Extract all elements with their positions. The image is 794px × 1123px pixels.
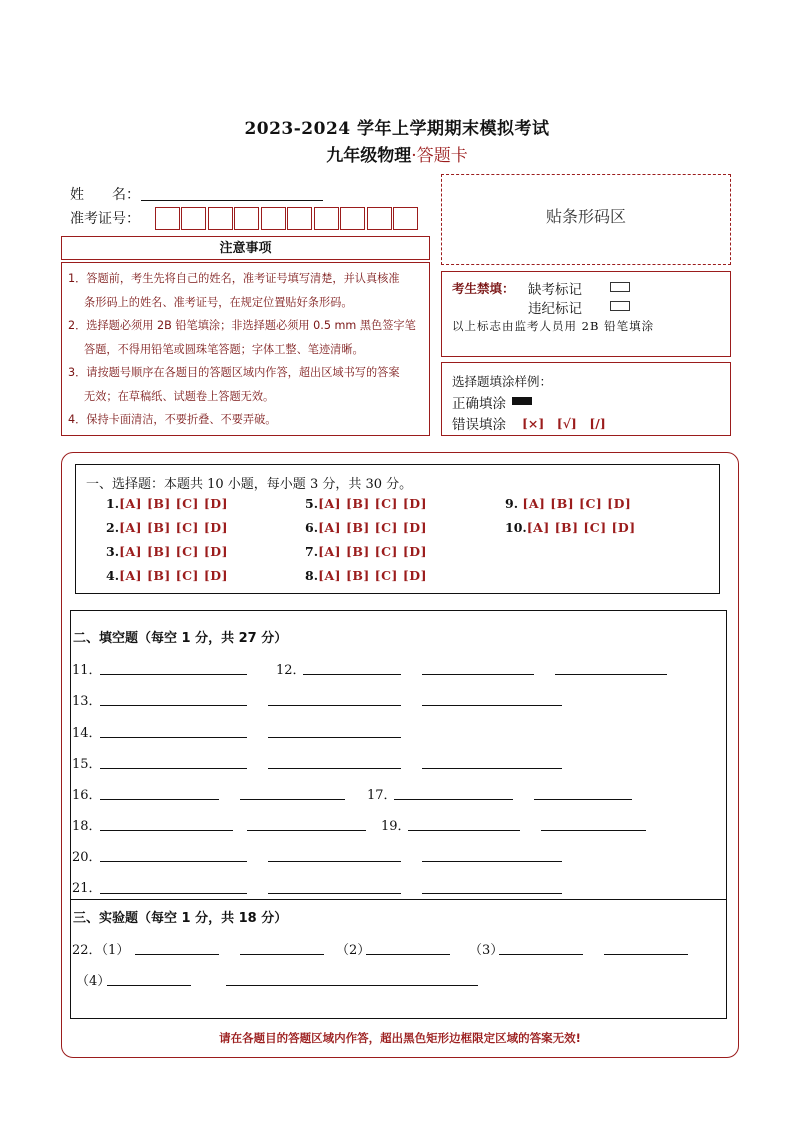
- mc-question[interactable]: 8.[A] [B] [C] [D]: [305, 568, 427, 583]
- violation-mark-box[interactable]: [610, 301, 630, 311]
- answer-blank[interactable]: [100, 861, 247, 862]
- part-label: （3）: [469, 943, 504, 958]
- answer-blank[interactable]: [100, 674, 247, 675]
- answer-blank[interactable]: [499, 954, 583, 955]
- proctor-marks-panel: [441, 271, 731, 357]
- answer-blank[interactable]: [541, 830, 646, 831]
- wrong-fill-label: 错误填涂: [452, 417, 506, 433]
- id-digit-box[interactable]: [181, 207, 206, 230]
- answer-blank[interactable]: [100, 830, 233, 831]
- answer-blank[interactable]: [268, 768, 401, 769]
- answer-blank[interactable]: [100, 893, 247, 894]
- mc-question[interactable]: 10.[A] [B] [C] [D]: [505, 520, 636, 535]
- answer-blank[interactable]: [268, 893, 401, 894]
- mc-question[interactable]: 5.[A] [B] [C] [D]: [305, 496, 427, 511]
- id-digit-box[interactable]: [155, 207, 180, 230]
- notice-item: [68, 267, 423, 314]
- section-divider: [70, 899, 727, 900]
- barcode-area: 贴条形码区: [441, 174, 731, 265]
- notice-line: 3．请按题号顺序在各题目的答题区域内作答，超出区域书写的答案: [68, 366, 400, 379]
- mc-question[interactable]: 4.[A] [B] [C] [D]: [106, 568, 228, 583]
- card-title-main: 九年级物理: [326, 146, 412, 166]
- forbidden-label: 考生禁填：: [452, 281, 515, 296]
- answer-blank[interactable]: [422, 705, 562, 706]
- notice-line: 答题，不得用铅笔或圆珠笔答题；字体工整、笔迹清晰。: [84, 342, 364, 356]
- answer-blank[interactable]: [303, 674, 401, 675]
- answer-blank[interactable]: [100, 737, 247, 738]
- section1-title: 一、选择题：本题共 10 小题，每小题 3 分，共 30 分。: [86, 477, 413, 492]
- part-label: （2）: [336, 943, 371, 958]
- answer-blank[interactable]: [422, 674, 534, 675]
- question-number: 20．: [72, 850, 102, 865]
- answer-blank[interactable]: [226, 985, 478, 986]
- notice-line: 2．选择题必须用 2B 铅笔填涂；非选择题必须用 0.5 mm 黑色签字笔: [68, 319, 416, 332]
- id-digit-box[interactable]: [340, 207, 365, 230]
- question-number: 13．: [72, 694, 102, 709]
- section3-title: 三、实验题（每空 1 分，共 18 分）: [73, 911, 288, 926]
- answer-blank[interactable]: [422, 861, 562, 862]
- exam-title: 2023-2024 学年上学期期末模拟考试: [244, 119, 550, 139]
- answer-blank[interactable]: [394, 799, 513, 800]
- question-number: 21．: [72, 881, 102, 896]
- answer-blank[interactable]: [240, 799, 345, 800]
- card-title: [0, 141, 794, 166]
- answer-blank[interactable]: [366, 954, 450, 955]
- wrong-fill-marks: [×] [√] [/]: [522, 416, 606, 431]
- id-digit-box[interactable]: [208, 207, 233, 230]
- forbidden-note: 以上标志由监考人员用 2B 铅笔填涂: [452, 319, 655, 333]
- notice-line: 无效；在草稿纸、试题卷上答题无效。: [84, 389, 275, 403]
- answer-blank[interactable]: [100, 799, 219, 800]
- mc-question[interactable]: 1.[A] [B] [C] [D]: [106, 496, 228, 511]
- correct-fill-label: 正确填涂: [452, 396, 506, 412]
- question-number: 12．: [276, 663, 306, 678]
- question-number: 15．: [72, 757, 102, 772]
- answer-blank[interactable]: [422, 893, 562, 894]
- question-number: 14．: [72, 726, 102, 741]
- mc-question[interactable]: 9. [A] [B] [C] [D]: [505, 496, 632, 511]
- answer-blank[interactable]: [240, 954, 324, 955]
- answer-blank[interactable]: [100, 705, 247, 706]
- question-number: 19．: [381, 819, 411, 834]
- absent-mark-box[interactable]: [610, 282, 630, 292]
- violation-mark-label: 违纪标记: [528, 301, 582, 317]
- name-label: 姓 名：: [70, 187, 140, 203]
- id-digit-box[interactable]: [287, 207, 312, 230]
- id-digit-box[interactable]: [314, 207, 339, 230]
- id-digit-box[interactable]: [393, 207, 418, 230]
- absent-mark-label: 缺考标记: [528, 282, 582, 298]
- question-number: 17．: [367, 788, 397, 803]
- part-label: （4）: [76, 974, 111, 989]
- notice-line: 1．答题前，考生先将自己的姓名，准考证号填写清楚，并认真核准: [68, 272, 400, 285]
- answer-blank[interactable]: [604, 954, 688, 955]
- notice-item: [68, 408, 423, 432]
- answer-blank[interactable]: [422, 768, 562, 769]
- card-title-suffix: ·答题卡: [411, 146, 468, 166]
- mc-question[interactable]: 2.[A] [B] [C] [D]: [106, 520, 228, 535]
- notice-item: [68, 314, 423, 361]
- answer-blank[interactable]: [268, 737, 401, 738]
- id-label: 准考证号：: [70, 211, 140, 227]
- answer-blank[interactable]: [268, 705, 401, 706]
- id-digit-box[interactable]: [234, 207, 259, 230]
- footer-warning: 请在各题目的答题区域内作答，超出黑色矩形边框限定区域的答案无效!: [219, 1031, 581, 1045]
- mc-question[interactable]: 6.[A] [B] [C] [D]: [305, 520, 427, 535]
- id-digit-box[interactable]: [367, 207, 392, 230]
- question-number: 18．: [72, 819, 102, 834]
- notice-line: 4．保持卡面清洁，不要折叠、不要弄破。: [68, 413, 277, 426]
- mc-question[interactable]: 3.[A] [B] [C] [D]: [106, 544, 228, 559]
- mc-question[interactable]: 7.[A] [B] [C] [D]: [305, 544, 427, 559]
- question-number: 16．: [72, 788, 102, 803]
- answer-blank[interactable]: [100, 768, 247, 769]
- answer-blank[interactable]: [534, 799, 632, 800]
- question-number: 22．（1）: [72, 943, 130, 958]
- id-digit-box[interactable]: [261, 207, 286, 230]
- notice-panel: [61, 262, 430, 436]
- answer-blank[interactable]: [268, 861, 401, 862]
- name-field[interactable]: [141, 200, 323, 201]
- notice-item: [68, 361, 423, 408]
- answer-blank[interactable]: [135, 954, 219, 955]
- question-number: 11．: [72, 663, 102, 678]
- answer-blank[interactable]: [107, 985, 191, 986]
- answer-blank[interactable]: [247, 830, 366, 831]
- answer-blank[interactable]: [555, 674, 667, 675]
- fill-sample-panel: [441, 362, 731, 436]
- notice-line: 条形码上的姓名、准考证号，在规定位置贴好条形码。: [84, 295, 353, 309]
- correct-fill-mark: [512, 397, 532, 405]
- notice-heading: 注意事项: [61, 236, 430, 260]
- section2-title: 二、填空题（每空 1 分，共 27 分）: [73, 631, 288, 646]
- sample-title: 选择题填涂样例：: [452, 374, 553, 389]
- answer-blank[interactable]: [408, 830, 520, 831]
